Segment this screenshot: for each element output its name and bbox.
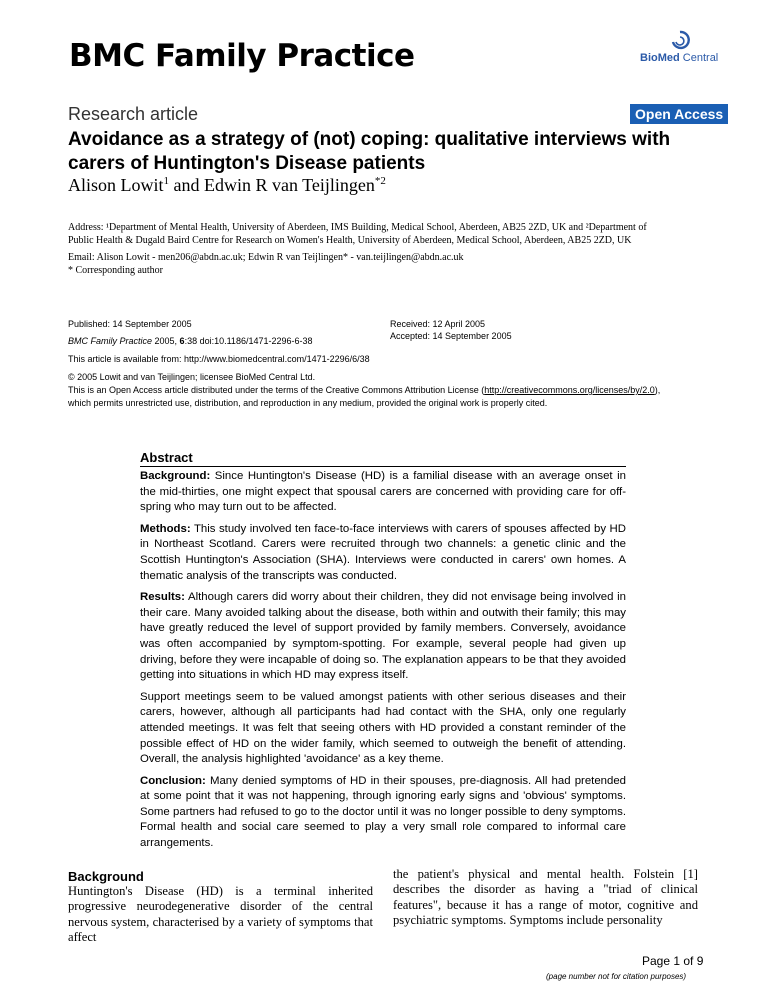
abstract-heading: Abstract (140, 450, 626, 467)
author-addresses (68, 222, 708, 277)
title-line-1: Avoidance as a strategy of (not) coping: qualitative interviews with (68, 129, 671, 150)
abstract-conclusion (140, 774, 626, 852)
journal-title: BMC Family Practice (69, 38, 415, 74)
article-type: Research article (68, 104, 199, 124)
results-text: Although carers did worry about their children, they did not envisage being involved in their care. Many avoided talking about the disease, both within and outwith their family; this may have greatly reduced the level of support provided by family members. Conversely, avoidance was often accompanied by symptom-spotting. For example, several people had given up driving, before they were incapable of doing so. The explanation appears to be that they avoided getting into situations in which HD may express itself. (140, 591, 626, 682)
received-date: Received: 12 April 2005 (390, 319, 486, 329)
copyright-line: © 2005 Lowit and van Teijlingen; licensee BioMed Central Ltd. (68, 372, 316, 382)
abstract-results (140, 590, 626, 684)
open-access-badge: Open Access (630, 104, 728, 124)
page-number: Page 1 of 9 (642, 954, 704, 968)
body-left-column (68, 869, 373, 946)
methods-text: This study involved ten face-to-face interviews with carers of spouses affected by HD in Northeast Scotland. Carers were recruited through two channels: a genetic clinic and the Scottish Huntington's Association (SHA). Interviews were conducted in carers' own homes. A thematic analysis of the transcripts was conducted. (140, 522, 626, 582)
author-1: Alison Lowit (68, 175, 164, 195)
abstract-section (140, 450, 626, 858)
section-heading-background: Background (68, 869, 144, 884)
abstract-results-2: Support meetings seem to be valued amongst patients with other serious diseases and their carers, however, although all participants had had contact with the SHA, only one regularly attended meetings. It was felt that seeing others with HD provided a constant reminder of the possible effect of HD on the wider family, which seemed to outweigh the benefit of attending. Overall, the analysis highlighted 'avoidance' as a key theme. (140, 690, 626, 766)
citation (68, 335, 313, 348)
publisher-logo-text (640, 52, 718, 64)
logo-text-biomed: BioMed (640, 52, 680, 64)
citation-doi: :38 doi:10.1186/1471-2296-6-38 (184, 336, 313, 346)
author-2: and Edwin R van Teijlingen (169, 175, 375, 195)
citation-journal: BMC Family Practice (68, 336, 153, 346)
abstract-methods (140, 522, 626, 584)
body-left-text: Huntington's Disease (HD) is a terminal inherited progressive neurodegenerative disorder of the central nervous system, characterised by a variety of symptoms that affect (68, 884, 373, 945)
article-title (68, 128, 708, 176)
page-number-note: (page number not for citation purposes) (546, 972, 687, 981)
license-line-2: which permits unrestricted use, distribution, and reproduction in any medium, provided the original work is properly cited. (68, 398, 548, 408)
license-text-b: ), (654, 385, 661, 395)
title-line-2: carers of Huntington's Disease patients (68, 153, 426, 174)
publisher-logo (640, 30, 719, 70)
results-label: Results: (140, 591, 185, 604)
author-1-affil: 1 (163, 175, 170, 187)
license-text-a: This is an Open Access article distributed under the terms of the Creative Commons Attribution License ( (68, 385, 485, 395)
background-text: Since Huntington's Disease (HD) is a familial disease with an average onset in the mid-thirties, one might expect that spousal carers are concerned with providing care for off-spring who may turn out to be affected. (140, 470, 626, 514)
abstract-background (140, 469, 626, 516)
body-right-text: the patient's physical and mental health. Folstein [1] describes the disorder as having a "triad of clinical features", because it has a range of motor, cognitive and psychiatric symptoms. Symptoms include personality (393, 867, 698, 928)
email-line: Email: Alison Lowit - men206@abdn.ac.uk; Edwin R van Teijlingen* - van.teijlingen@abdn.ac.uk (68, 252, 464, 263)
citation-year: 2005, (152, 336, 180, 346)
background-label: Background: (140, 470, 211, 482)
availability-url[interactable]: This article is available from: http://www.biomedcentral.com/1471-2296/6/38 (68, 354, 370, 364)
address-line-2: Public Health & Dugald Baird Centre for Research on Women's Health, University of Aberdeen, Medical School, Aberdeen, AB25 2ZD, UK (68, 234, 632, 246)
logo-text-central: Central (679, 52, 719, 64)
conclusion-label: Conclusion: (140, 774, 206, 787)
license-link[interactable]: http://creativecommons.org/licenses/by/2.0 (484, 385, 655, 395)
license-block (68, 371, 718, 410)
methods-label: Methods: (140, 522, 191, 535)
biomed-swirl-icon (670, 30, 690, 52)
address-line-1: Address: ¹Department of Mental Health, University of Aberdeen, IMS Building, Medical School, Aberdeen, AB25 2ZD, UK and ²Department of (68, 222, 647, 233)
citation-volume: 6 (179, 336, 185, 346)
author-2-affil: *2 (374, 175, 386, 187)
author-list (68, 175, 386, 196)
accepted-date: Accepted: 14 September 2005 (390, 331, 512, 341)
corresponding-note: * Corresponding author (68, 264, 163, 276)
published-date: Published: 14 September 2005 (68, 319, 192, 329)
conclusion-text: Many denied symptoms of HD in their spouses, pre-diagnosis. All had pretended at some point that it was not happening, through ignoring early signs and 'obvious' symptoms. Some partners had refused to go to the doctor until it was no longer possible to deny symptoms. Formal health and social care seemed to play a very small role compared to informal care arrangements. (140, 774, 626, 850)
license-line-1 (68, 384, 718, 397)
